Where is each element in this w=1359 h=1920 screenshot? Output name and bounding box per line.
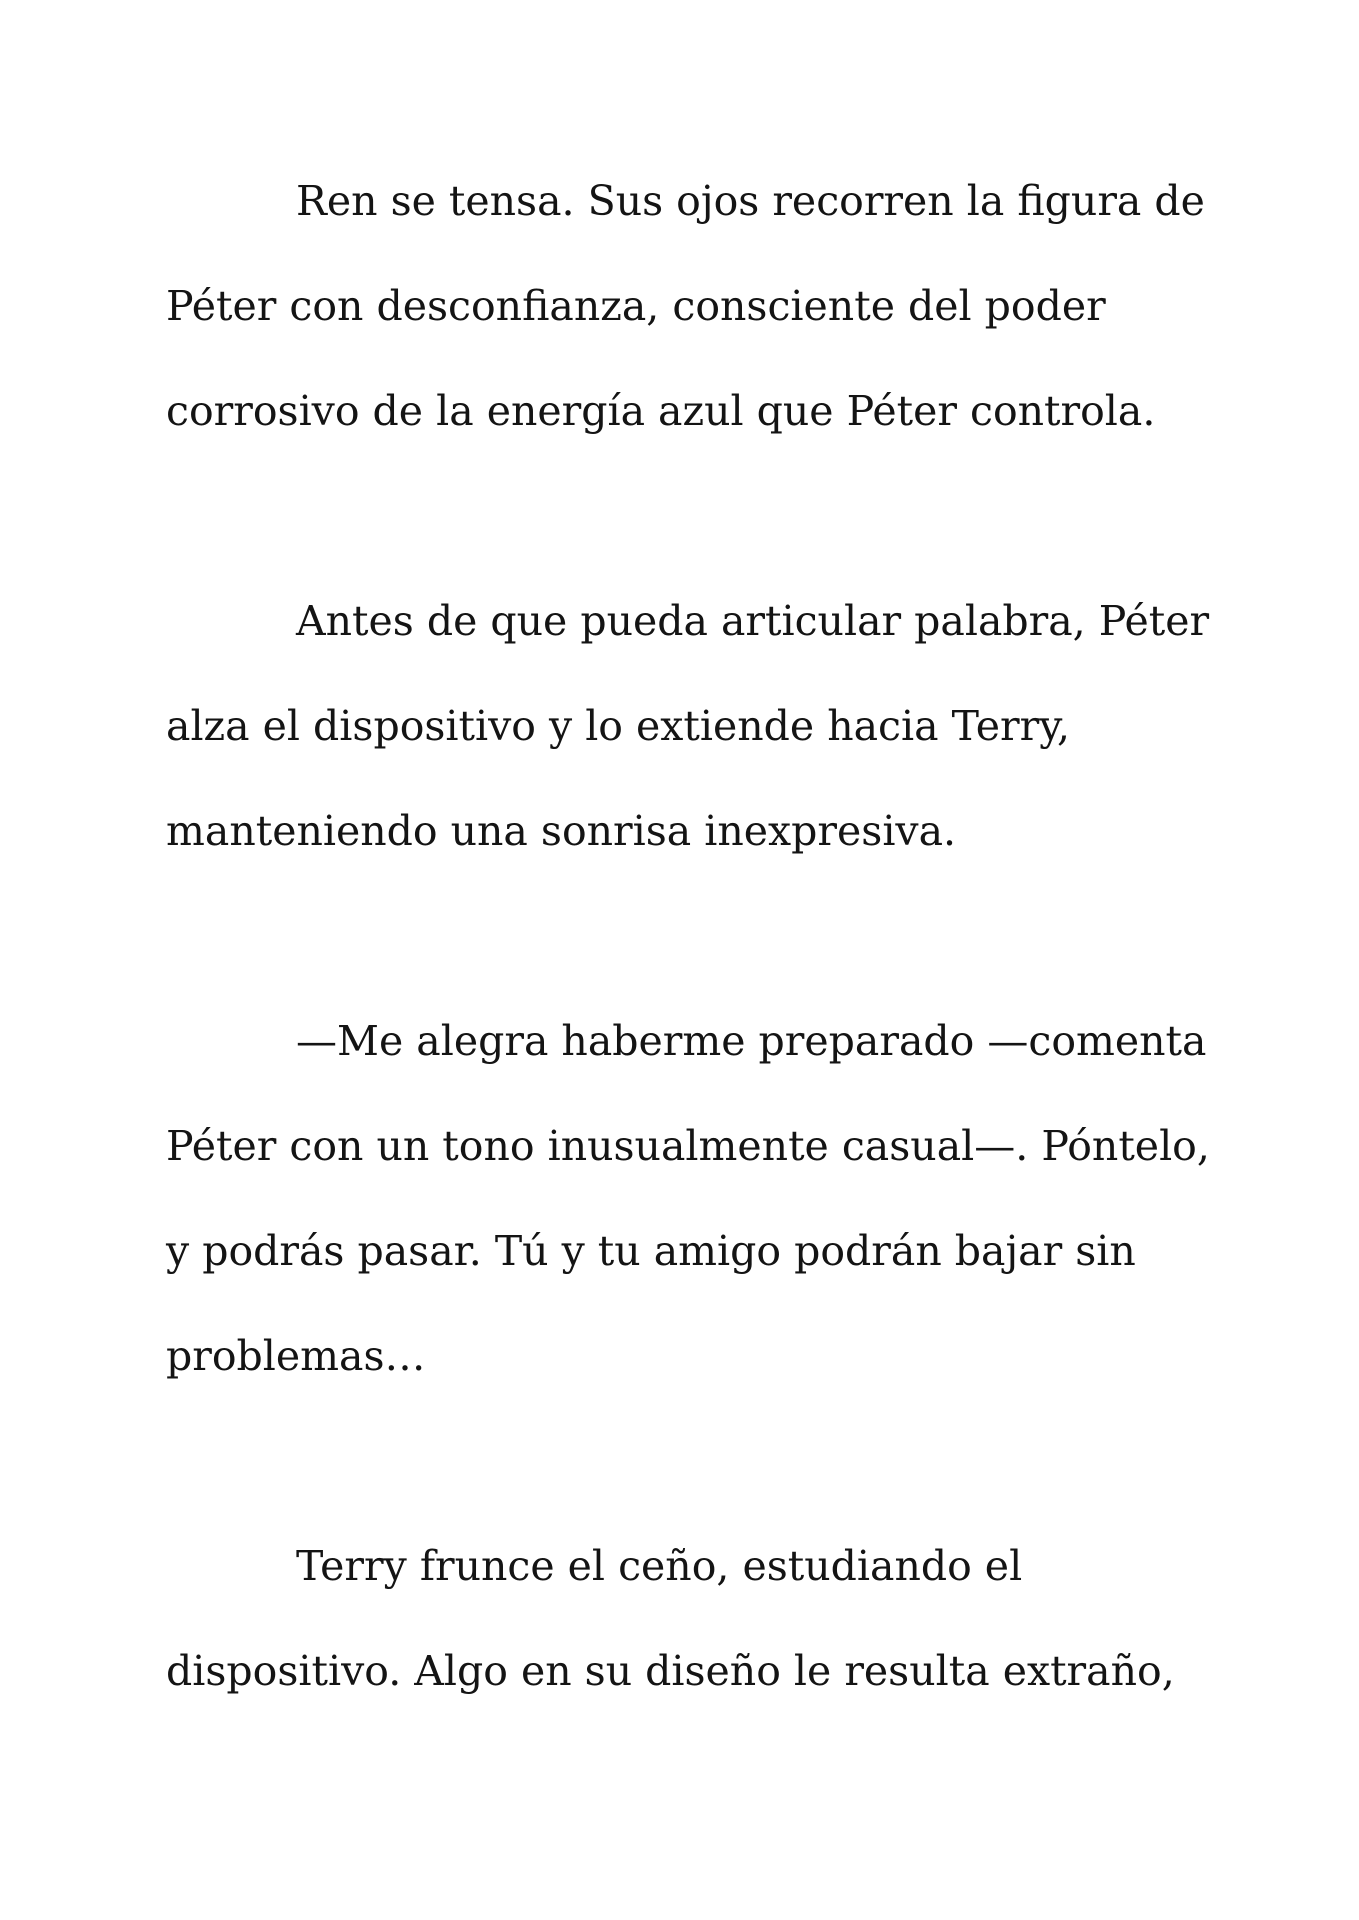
text-line: dispositivo. Algo en su diseño le resulta extraño, [166,1647,1175,1695]
paragraph-gap [166,897,1226,1002]
paragraph-1 [166,162,1226,477]
paragraph-3 [166,1002,1226,1422]
paragraph-4 [166,1527,1226,1737]
paragraph-gap [166,1422,1226,1527]
text-line: problemas… [166,1332,426,1380]
text-line: manteniendo una sonrisa inexpresiva. [166,807,957,855]
text-line: y podrás pasar. Tú y tu amigo podrán bajar sin [166,1227,1136,1275]
body-text [166,162,1226,1737]
text-line: Ren se tensa. Sus ojos recorren la figura de [296,177,1205,225]
paragraph-gap [166,477,1226,582]
text-line: Péter con desconfianza, consciente del poder [166,282,1106,330]
text-line: alza el dispositivo y lo extiende hacia Terry, [166,702,1070,750]
text-line: Péter con un tono inusualmente casual—. Póntelo, [166,1122,1210,1170]
text-line: —Me alegra haberme preparado —comenta [296,1017,1207,1065]
text-line: Terry frunce el ceño, estudiando el [296,1542,1023,1590]
paragraph-2 [166,582,1226,897]
text-line: Antes de que pueda articular palabra, Péter [296,597,1210,645]
text-line: corrosivo de la energía azul que Péter controla. [166,387,1156,435]
